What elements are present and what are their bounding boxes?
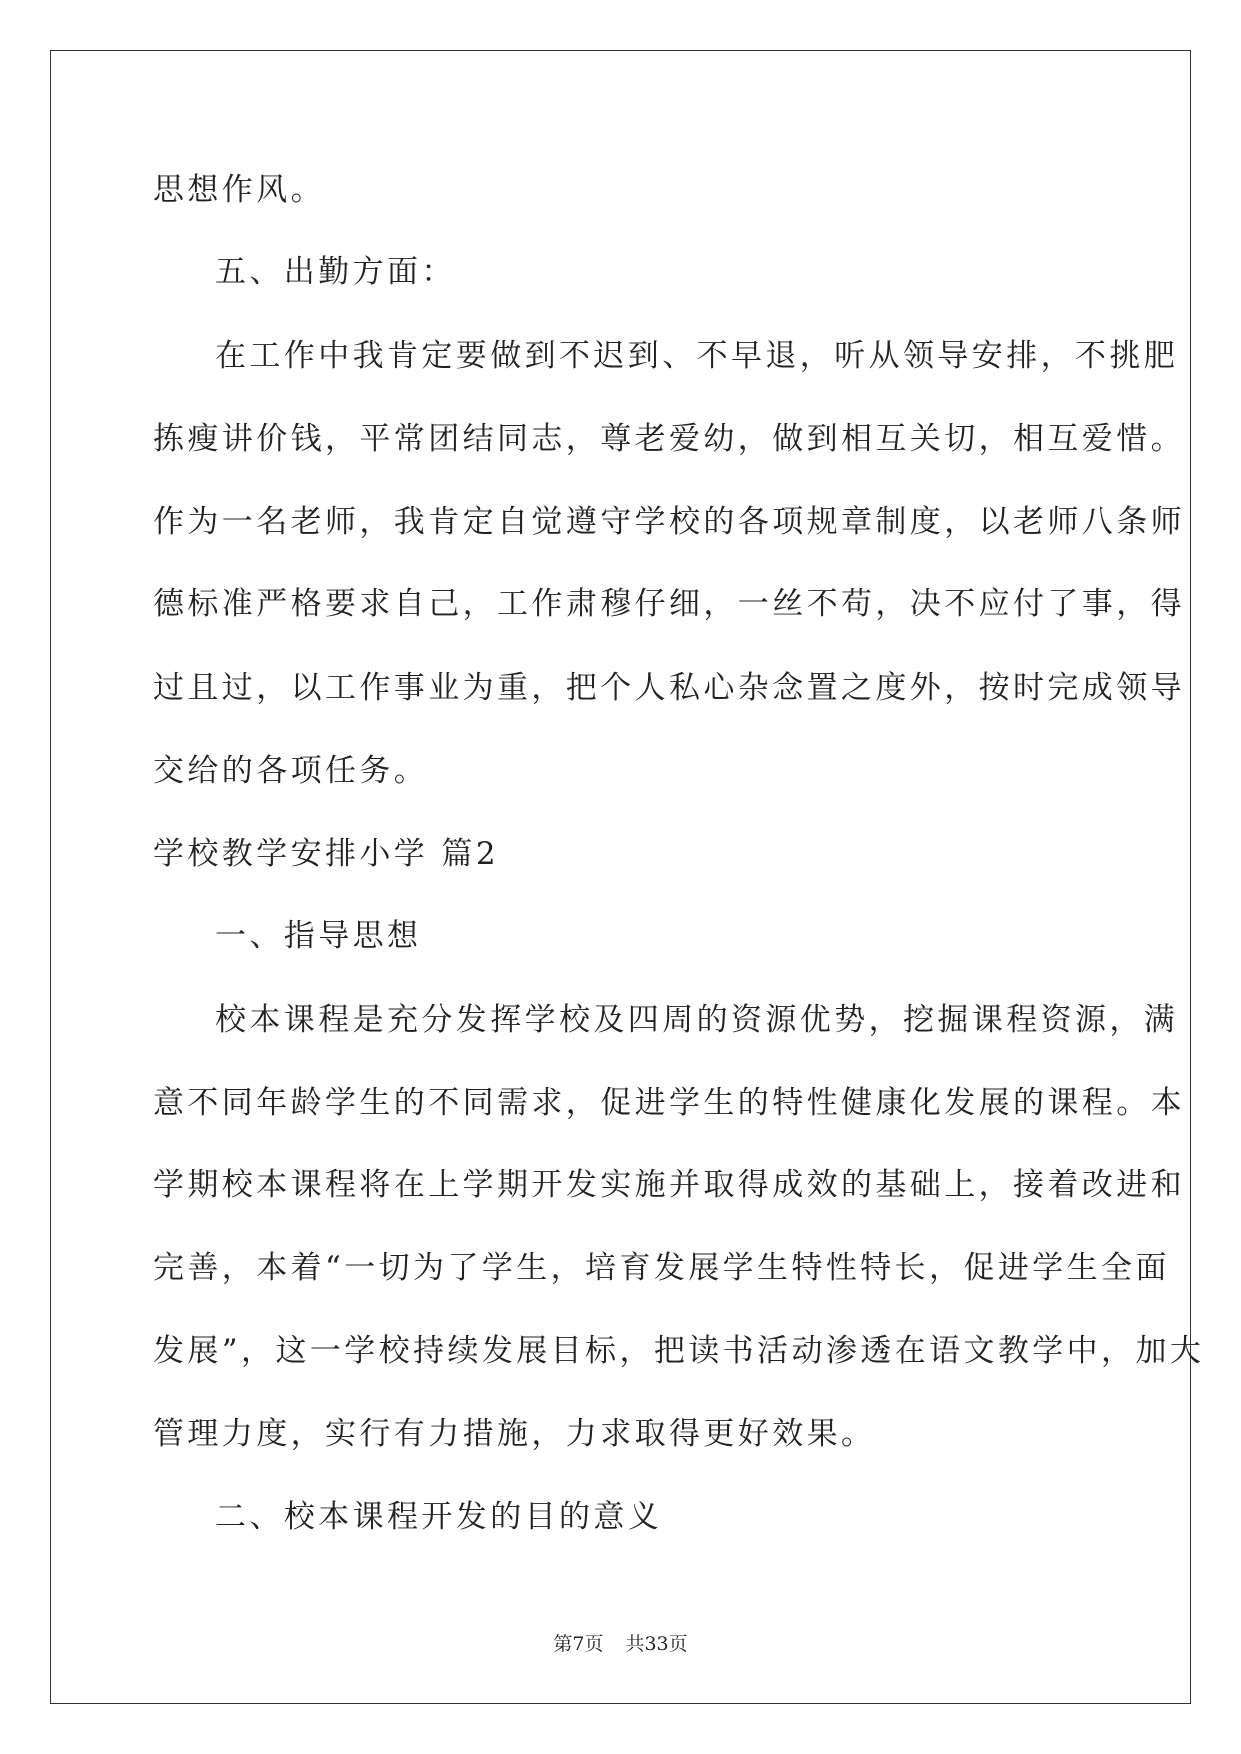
text-line: 作为一名老师，我肯定自觉遵守学校的各项规章制度，以老师八条师 [153,504,1185,540]
text-line: 思想作风。 [153,172,325,208]
page-total: 共33页 [625,1633,688,1655]
text-line: 德标准严格要求自己，工作肃穆仔细，一丝不苟，决不应付了事，得 [153,586,1185,622]
text-line: 学期校本课程将在上学期开发实施并取得成效的基础上，接着改进和 [153,1167,1185,1203]
page-footer [0,1632,1241,1656]
article-title: 学校教学安排小学 篇2 [153,836,499,872]
text-line: 交给的各项任务。 [153,753,429,789]
text-line: 发展”，这一学校持续发展目标，把读书活动渗透在语文教学中，加大 [153,1333,1205,1369]
text-line: 拣瘦讲价钱，平常团结同志，尊老爱幼，做到相互关切，相互爱惜。 [153,421,1185,457]
text-line: 完善，本着“一切为了学生，培育发展学生特性特长，促进学生全面 [153,1250,1170,1286]
text-line: 过且过，以工作事业为重，把个人私心杂念置之度外，按时完成领导 [153,670,1185,706]
text-line: 校本课程是充分发挥学校及四周的资源优势，挖掘课程资源，满 [215,1002,1179,1038]
section-heading: 一、指导思想 [215,918,422,954]
text-line: 在工作中我肯定要做到不迟到、不早退，听从领导安排，不挑肥 [215,338,1179,374]
section-heading: 五、出勤方面： [215,254,456,290]
text-line: 管理力度，实行有力措施，力求取得更好效果。 [153,1416,876,1452]
page-number: 第7页 [553,1633,604,1655]
text-line: 意不同年龄学生的不同需求，促进学生的特性健康化发展的课程。本 [153,1085,1185,1121]
page-border [50,50,1191,1704]
section-heading: 二、校本课程开发的目的意义 [215,1499,663,1535]
